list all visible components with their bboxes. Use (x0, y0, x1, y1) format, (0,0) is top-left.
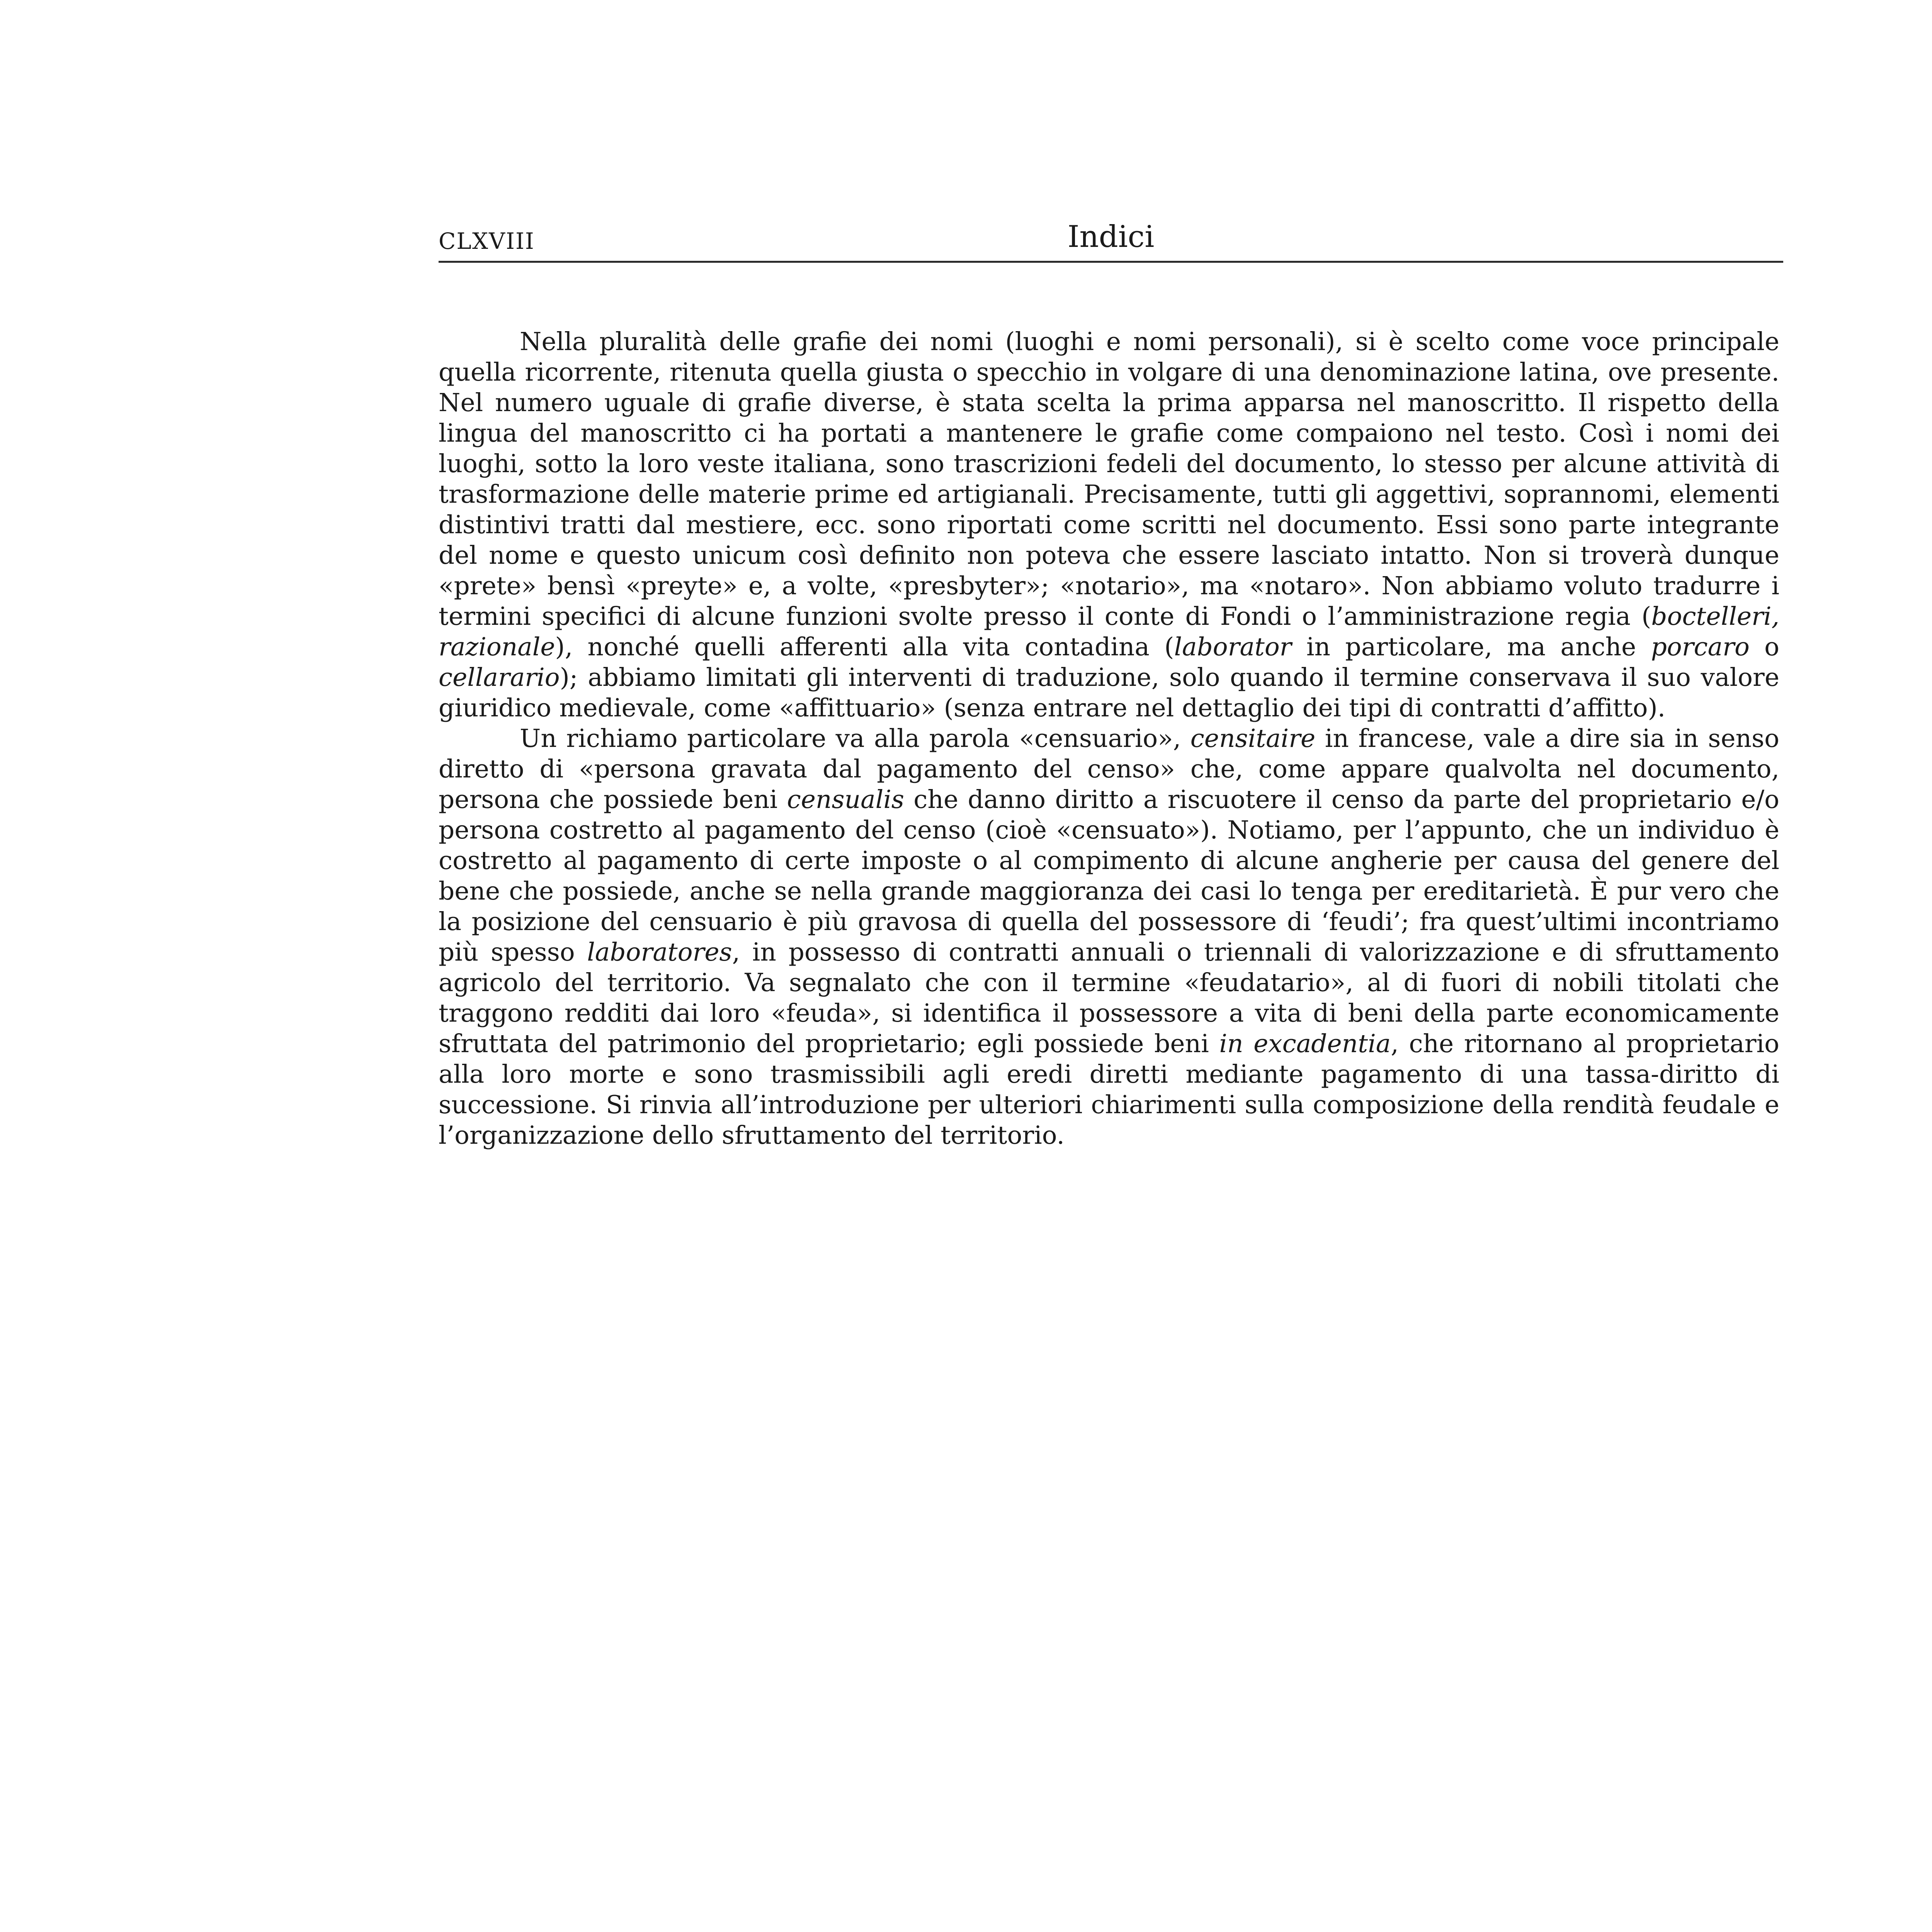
italic-term: laborator (1174, 633, 1292, 662)
header-rule (439, 261, 1783, 263)
italic-term: censitaire (1190, 724, 1316, 753)
text-run: , in possesso di contratti annuali o triennali di valorizzazione e di sfruttamento agricolo del territorio. Va segnalato che con il termine «feudatario», al di fuori di nobili titolati che traggono redditi dai loro «feuda», si identifica il possessore a vita di beni della parte economicamente sfruttata del patrimonio del proprietario; egli possiede beni (439, 938, 1779, 1058)
running-title: Indici (1067, 219, 1155, 254)
page-number: CLXVIII (439, 228, 535, 254)
text-run: che danno diritto a riscuotere il censo da parte del proprietario e/o persona costretto al pagamento del censo (cioè «censuato»). Notiamo, per l’appunto, che un individuo è costretto al pagamento di certe imposte o al compimento di alcune angherie per causa del genere del bene che possiede, anche se nella grande maggioranza dei casi lo tenga per ereditarietà. È pur vero che la posizione del censuario è più gravosa di quella del possessore di ‘feudi’; fra quest’ultimi incontriamo più spesso (439, 785, 1779, 967)
paragraph-2 (439, 723, 1779, 1151)
paragraph-1 (439, 327, 1779, 723)
main-text (439, 327, 1779, 1151)
text-run: in francese, vale a dire sia in senso diretto di «persona gravata dal pagamento del censo» che, come appare qualvolta nel documento, persona che possiede beni (439, 724, 1779, 814)
italic-term: laboratores (587, 938, 732, 967)
page-header (439, 220, 1783, 263)
text-run: o (1749, 633, 1779, 662)
text-run: in particolare, ma anche (1291, 633, 1651, 662)
text-run: ); abbiamo limitati gli interventi di traduzione, solo quando il termine conservava il suo valore giuridico medievale, come «affittuario» (senza entrare nel dettaglio dei tipi di contratti d’affitto). (439, 663, 1779, 723)
italic-term: in excadentia (1219, 1029, 1391, 1058)
text-run: Un richiamo particolare va alla parola «censuario», (520, 724, 1190, 753)
italic-term: censualis (787, 785, 904, 814)
italic-term: boctelleri, razionale (439, 602, 1779, 662)
italic-term: porcaro (1651, 633, 1750, 662)
text-run: , che ritornano al proprietario alla loro morte e sono trasmissibili agli eredi diretti mediante pagamento di una tassa-diritto di successione. Si rinvia all’introduzione per ulteriori chiarimenti sulla composizione della rendità feudale e l’organizzazione dello sfruttamento del territorio. (439, 1029, 1779, 1150)
text-run: ), nonché quelli afferenti alla vita contadina ( (555, 633, 1174, 662)
text-run: Nella pluralità delle grafie dei nomi (luoghi e nomi personali), si è scelto come voce principale quella ricorrente, ritenuta quella giusta o specchio in volgare di una denominazione latina, ove presente. Nel numero uguale di grafie diverse, è stata scelta la prima apparsa nel manoscritto. Il rispetto della lingua del manoscritto ci ha portati a mantenere le grafie come compaiono nel testo. Così i nomi dei luoghi, sotto la loro veste italiana, sono trascrizioni fedeli del documento, lo stesso per alcune attività di trasformazione delle materie prime ed artigianali. Precisamente, tutti gli aggettivi, soprannomi, elementi distintivi tratti dal mestiere, ecc. sono riportati come scritti nel documento. Essi sono parte integrante del nome e questo unicum così definito non poteva che essere lasciato intatto. Non si troverà dunque «prete» bensì «preyte» e, a volte, «presbyter»; «notario», ma «notaro». Non abbiamo voluto tradurre i termini specifici di alcune funzioni svolte presso il conte di Fondi o l’amministrazione regia ( (439, 327, 1779, 631)
italic-term: cellarario (439, 663, 560, 692)
